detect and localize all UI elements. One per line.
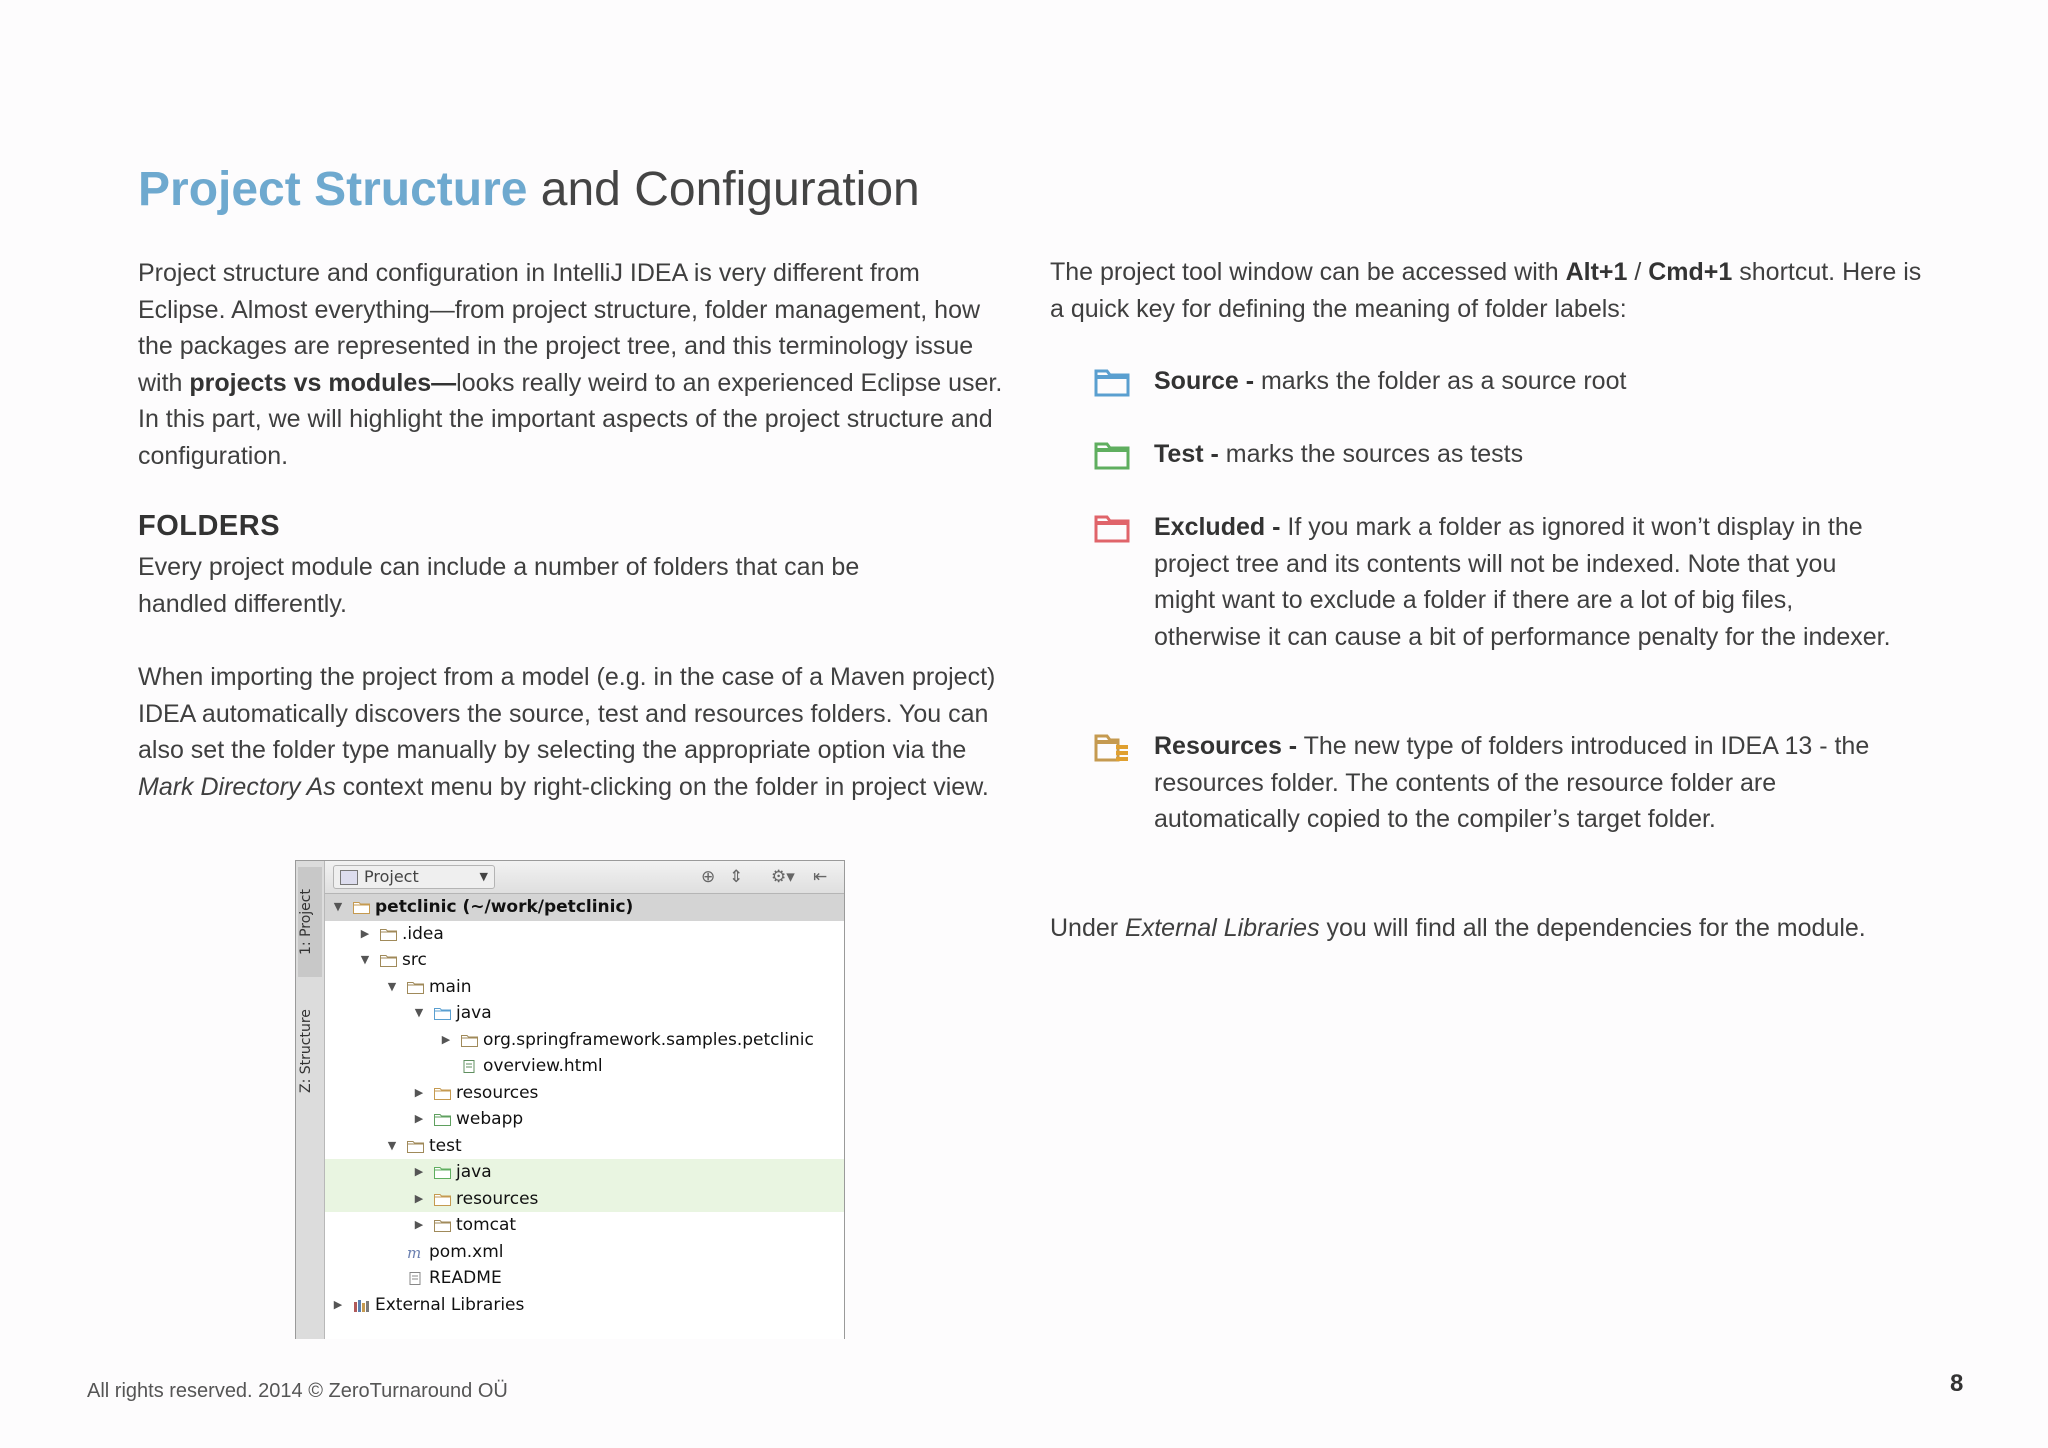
tree-row-label: pom.xml bbox=[429, 1241, 504, 1262]
test-folder-icon bbox=[1094, 440, 1130, 470]
tree-row-label: java bbox=[456, 1003, 492, 1023]
tree-row-label: webapp bbox=[456, 1109, 524, 1129]
collapsed-arrow-icon[interactable]: ▶ bbox=[414, 1165, 424, 1178]
tree-row-label: tomcat bbox=[456, 1215, 517, 1235]
project-tree bbox=[325, 894, 844, 1339]
folder-icon bbox=[407, 1140, 424, 1153]
intro-paragraph: Project structure and configuration in IntelliJ IDEA is very different from Eclipse. Almost everything—from project structure, folder management, how the packages are represented in the project tree, and this terminology issue with projects vs modules—looks really weird to an experienced Eclipse user. In this part, we will highlight the important aspects of the project structure and configuration. bbox=[138, 259, 1003, 470]
hide-icon[interactable]: ⇤ bbox=[813, 867, 828, 887]
tree-row[interactable] bbox=[325, 1159, 844, 1186]
web-icon bbox=[434, 1113, 451, 1126]
tree-row-label: org.springframework.samples.petclinic bbox=[483, 1029, 814, 1050]
folders-paragraph-1: Every project module can include a number of folders that can be handled differently. bbox=[138, 553, 860, 618]
tool-window-sidebar bbox=[296, 861, 325, 1339]
excluded-folder-icon bbox=[1094, 513, 1130, 543]
tree-row[interactable] bbox=[325, 947, 844, 974]
tab-project[interactable]: 1: Project bbox=[298, 867, 322, 977]
file-icon bbox=[407, 1272, 424, 1285]
tree-row[interactable] bbox=[325, 921, 844, 948]
tree-row[interactable] bbox=[325, 1000, 844, 1027]
libs-icon bbox=[353, 1299, 370, 1312]
expanded-arrow-icon[interactable]: ▼ bbox=[387, 979, 397, 993]
tree-row-label: test bbox=[429, 1135, 462, 1156]
tree-row[interactable] bbox=[325, 1080, 844, 1107]
collapse-all-icon[interactable]: ⇕ bbox=[729, 867, 744, 887]
project-view-icon bbox=[340, 870, 358, 885]
tab-structure[interactable]: Z: Structure bbox=[298, 1009, 314, 1093]
page-title bbox=[138, 158, 920, 222]
tree-row[interactable] bbox=[325, 894, 844, 921]
collapsed-arrow-icon[interactable]: ▶ bbox=[414, 1085, 424, 1099]
expanded-arrow-icon[interactable]: ▼ bbox=[414, 1006, 424, 1019]
tree-row-label: resources bbox=[456, 1082, 539, 1103]
title-rest: and Configuration bbox=[540, 163, 920, 216]
resources-icon bbox=[434, 1087, 451, 1100]
folder-icon bbox=[407, 981, 424, 994]
html-icon bbox=[461, 1060, 478, 1073]
tree-row[interactable] bbox=[325, 1239, 844, 1266]
tree-row[interactable] bbox=[325, 1053, 844, 1080]
chevron-down-icon: ▼ bbox=[479, 870, 488, 883]
test-icon bbox=[434, 1166, 451, 1179]
source-icon bbox=[434, 1007, 451, 1020]
tree-row-label: resources bbox=[456, 1188, 539, 1209]
tree-row[interactable] bbox=[325, 1265, 844, 1292]
maven-icon bbox=[407, 1246, 424, 1259]
expanded-arrow-icon[interactable]: ▼ bbox=[360, 953, 370, 966]
testres-icon bbox=[434, 1193, 451, 1206]
svg-text:m: m bbox=[407, 1245, 422, 1259]
tree-row-label: External Libraries bbox=[375, 1294, 525, 1315]
collapsed-arrow-icon[interactable]: ▶ bbox=[414, 1191, 424, 1205]
expanded-arrow-icon[interactable]: ▼ bbox=[387, 1138, 397, 1152]
collapsed-arrow-icon[interactable]: ▶ bbox=[414, 1112, 424, 1125]
tree-row-label: .idea bbox=[402, 923, 444, 944]
tree-row-label: overview.html bbox=[483, 1056, 603, 1076]
external-libraries-note: Under External Libraries you will find all the dependencies for the module. bbox=[1050, 914, 1866, 942]
resources-folder-icon bbox=[1094, 732, 1130, 762]
view-selector[interactable]: Project ▼ bbox=[333, 865, 495, 889]
project-tool-window bbox=[295, 860, 845, 1339]
collapsed-arrow-icon[interactable]: ▶ bbox=[414, 1218, 424, 1231]
collapsed-arrow-icon[interactable]: ▶ bbox=[333, 1297, 343, 1311]
tree-row-label: main bbox=[429, 976, 472, 997]
gear-icon[interactable]: ⚙▾ bbox=[771, 867, 795, 887]
folder-icon bbox=[434, 1219, 451, 1232]
tree-row[interactable] bbox=[325, 1212, 844, 1239]
tree-row[interactable] bbox=[325, 1027, 844, 1054]
collapsed-arrow-icon[interactable]: ▶ bbox=[360, 926, 370, 940]
tree-row[interactable] bbox=[325, 1133, 844, 1160]
folders-paragraph-2: When importing the project from a model (e.g. in the case of a Maven project) IDEA automatically discovers the source, test and resources folders. You can also set the folder type manually by selecting the appropriate option via the Mark Directory As context menu by right-clicking on the folder in project view. bbox=[138, 663, 996, 801]
folders-heading: FOLDERS bbox=[138, 510, 281, 542]
tree-row[interactable] bbox=[325, 974, 844, 1001]
tool-window-header bbox=[325, 861, 844, 894]
scroll-from-source-icon[interactable]: ⊕ bbox=[701, 867, 716, 887]
module-icon bbox=[353, 901, 370, 914]
tree-row-label: java bbox=[456, 1162, 492, 1182]
tree-row[interactable] bbox=[325, 1186, 844, 1213]
tree-row-label: README bbox=[429, 1268, 502, 1288]
shortcut-paragraph: The project tool window can be accessed with Alt+1 / Cmd+1 shortcut. Here is a quick key for defining the meaning of folder labels: bbox=[1050, 258, 1922, 323]
collapsed-arrow-icon[interactable]: ▶ bbox=[441, 1032, 451, 1046]
copyright: All rights reserved. 2014 © ZeroTurnaround OÜ bbox=[87, 1380, 508, 1402]
folder-icon bbox=[380, 954, 397, 967]
tree-row[interactable] bbox=[325, 1106, 844, 1133]
source-folder-icon bbox=[1094, 367, 1130, 397]
tree-row-label: petclinic (~/work/petclinic) bbox=[375, 897, 634, 917]
folder-icon bbox=[380, 928, 397, 941]
expanded-arrow-icon[interactable]: ▼ bbox=[333, 900, 343, 913]
page-number: 8 bbox=[1950, 1370, 1964, 1397]
tree-row[interactable] bbox=[325, 1292, 844, 1319]
package-icon bbox=[461, 1034, 478, 1047]
tree-row-label: src bbox=[402, 950, 427, 970]
title-accent: Project Structure bbox=[138, 163, 528, 216]
